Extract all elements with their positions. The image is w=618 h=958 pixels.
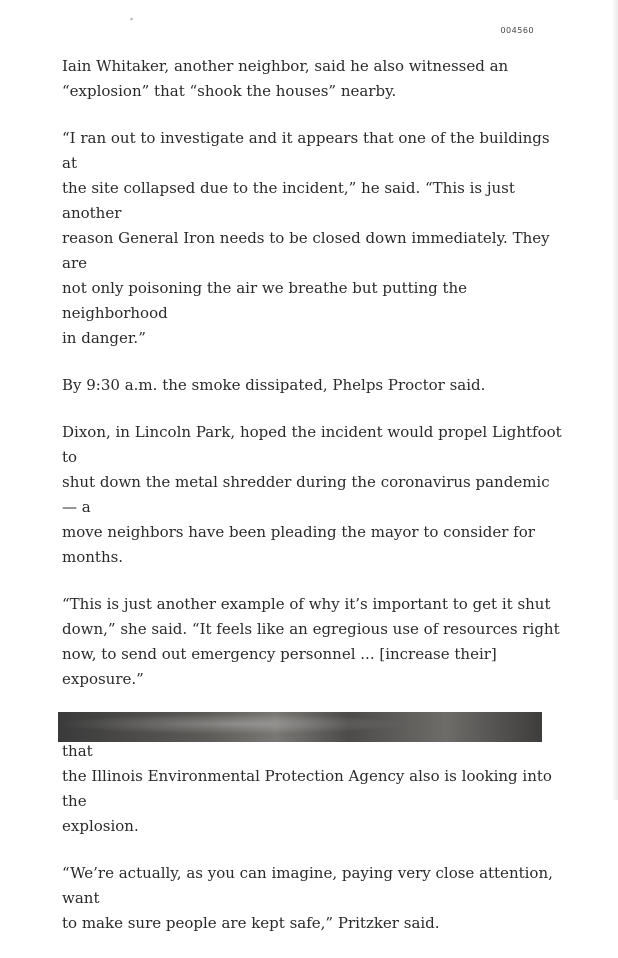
paragraph-dixon: Dixon, in Lincoln Park, hoped the incident would propel Lightfoot to shut down the metal shredder during the coronavirus pandemic — a move neighbors have been pleading the mayor to consider for months. (62, 423, 562, 566)
paragraph-whitaker-quote: “I ran out to investigate and it appears that one of the buildings at the site collapsed due to the incident,” he said. “This is just another reason General Iron needs to be closed down immediately. They are not only poisoning the air we breathe but putting the neighborhood in danger.” (62, 129, 550, 347)
paragraph-smoke-dissipated: By 9:30 a.m. the smoke dissipated, Phelps Proctor said. (62, 376, 486, 394)
paragraph-pritzker-quote: “We’re actually, as you can imagine, paying very close attention, want to make sure people are kept safe,” Pritzker said. (62, 864, 553, 932)
page-number-stamp: 004560 (500, 26, 534, 35)
paragraph-dixon-quote: “This is just another example of why it’s important to get it shut down,” she said. “It feels like an egregious use of resources right now, to send out emergency personnel ... [increase their] exposure.” (62, 595, 560, 688)
paragraph-pritzker: that the Illinois Environmental Protection Agency also is looking into the explosion. (62, 742, 552, 835)
paragraph-whitaker-witness: Iain Whitaker, another neighbor, said he also witnessed an “explosion” that “shook the houses” nearby. (62, 57, 509, 100)
scan-edge-shadow (612, 0, 618, 800)
article-body (62, 54, 562, 958)
cropped-photo-image (58, 712, 542, 742)
scan-speck (130, 17, 134, 20)
